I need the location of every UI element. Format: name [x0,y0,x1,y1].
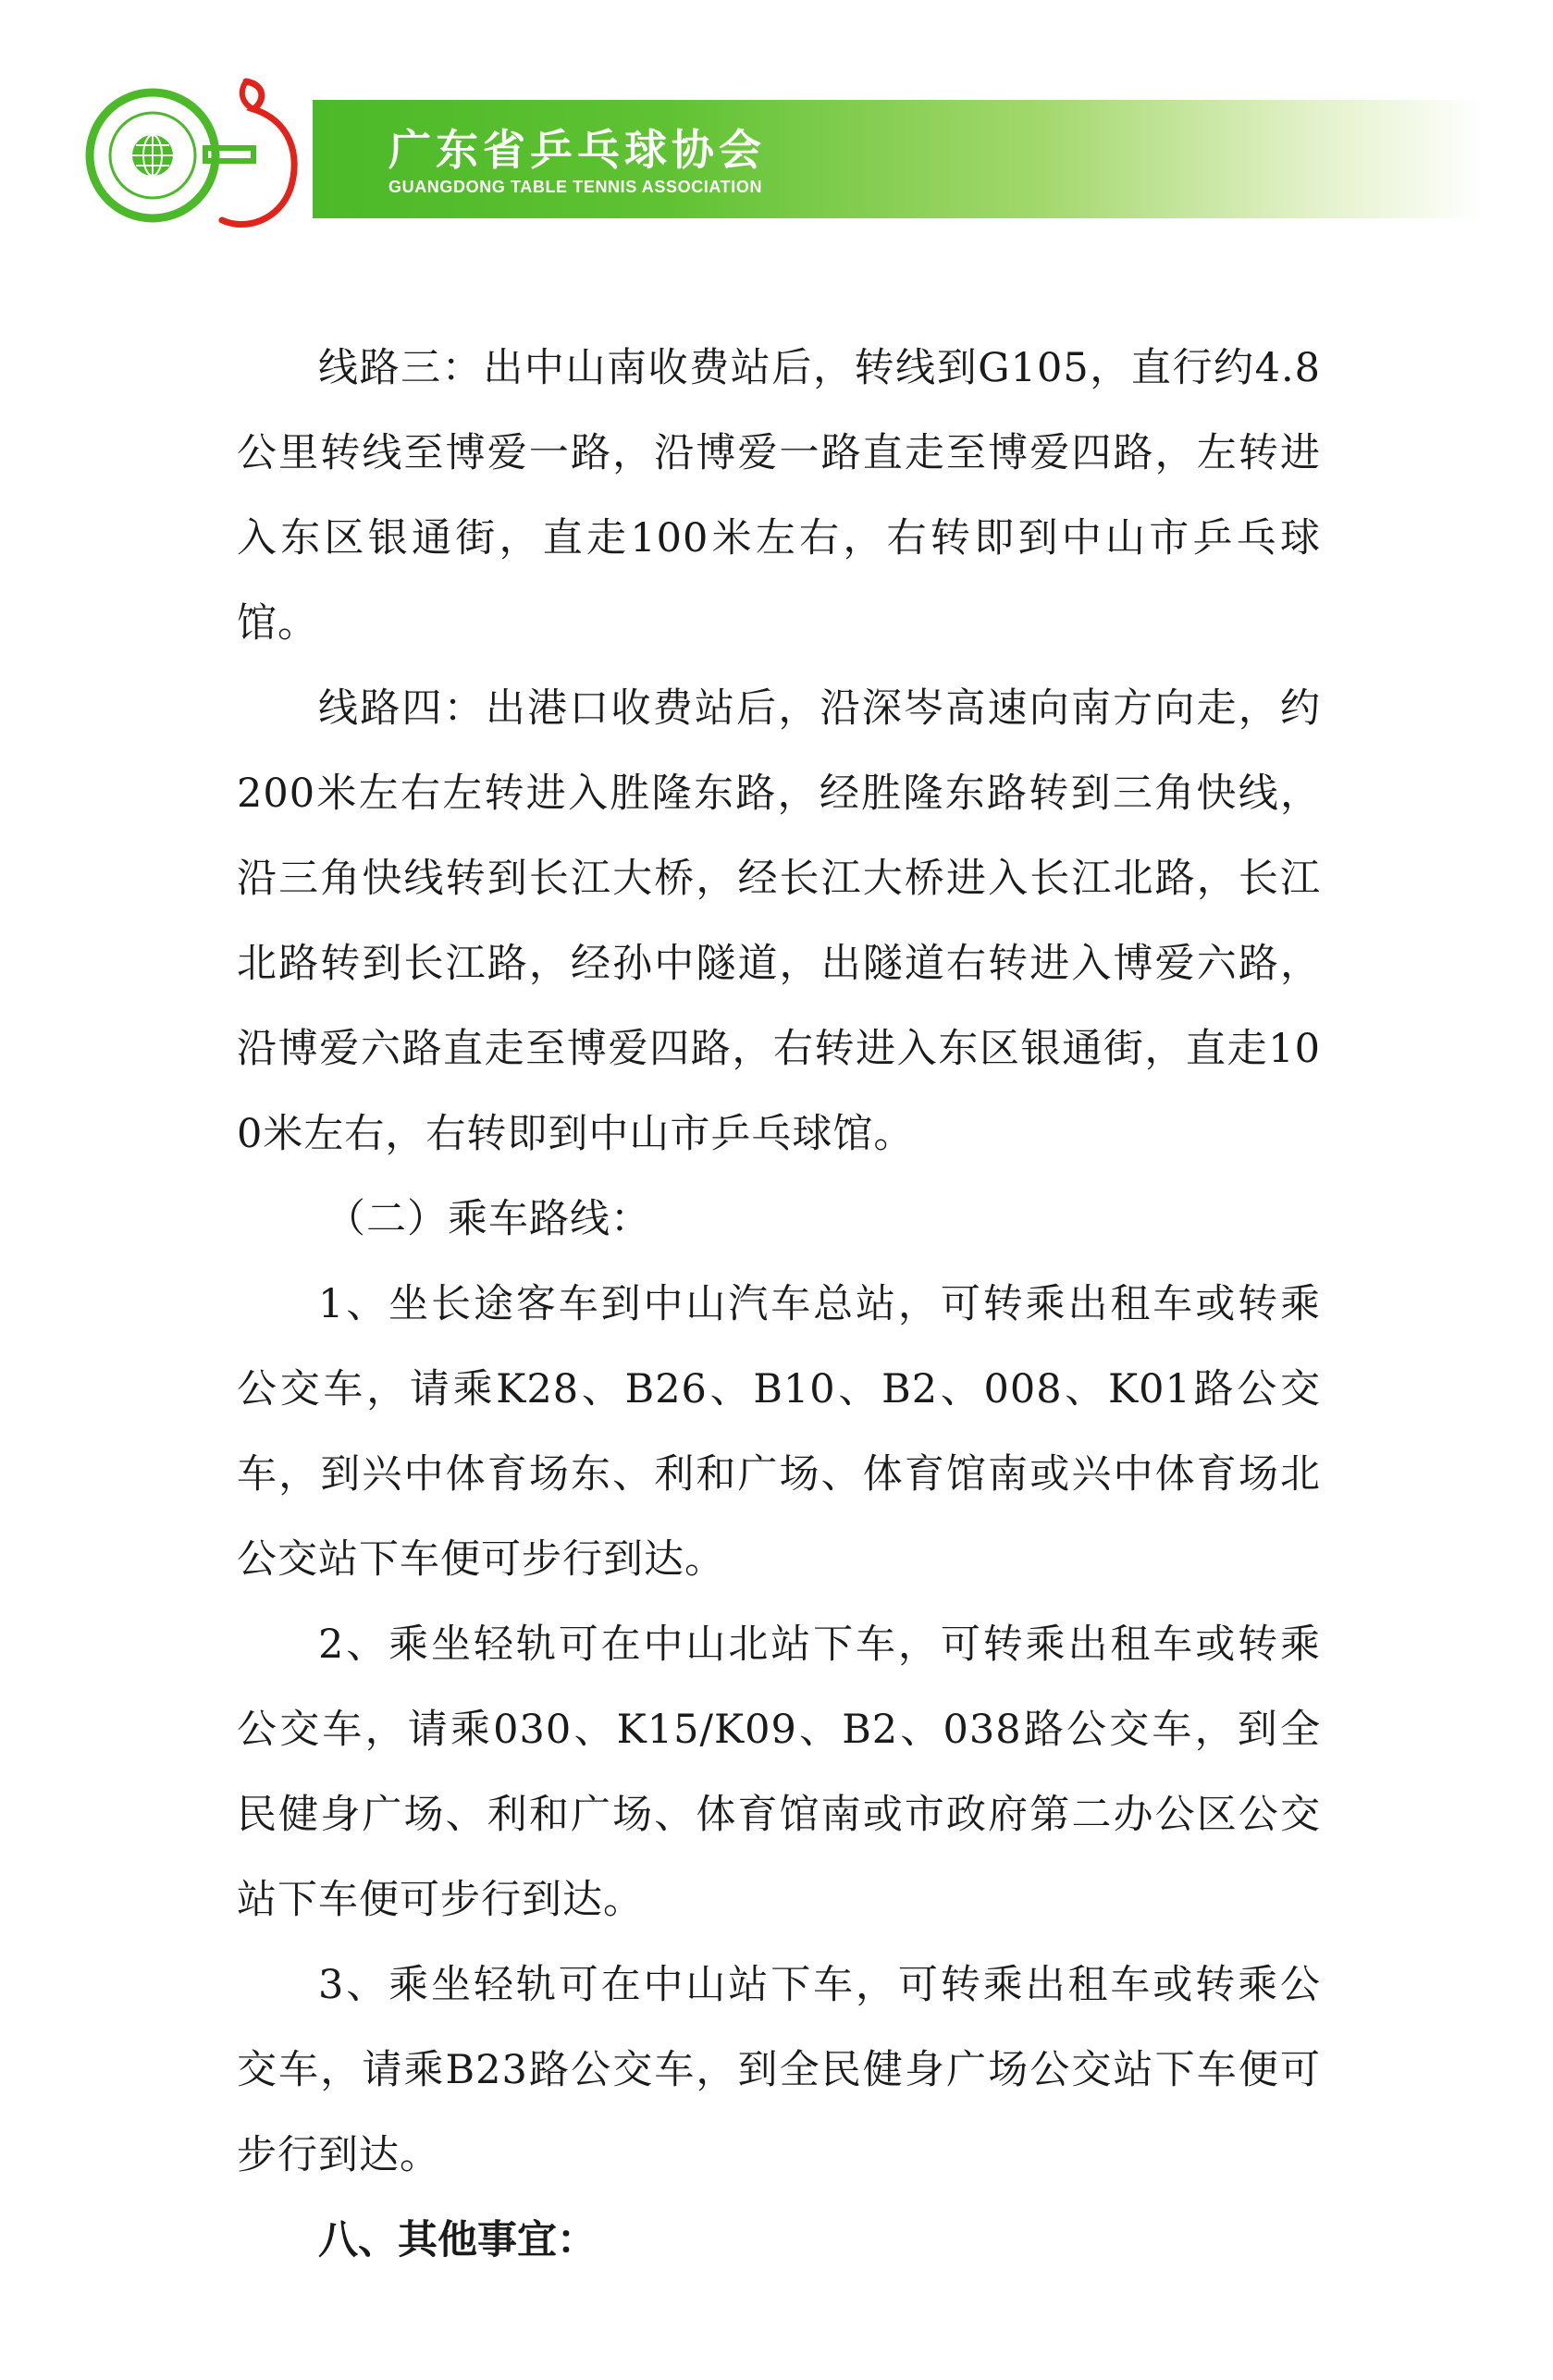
transit-option-1: 1、坐长途客车到中山汽车总站，可转乘出租车或转乘公交车，请乘K28、B26、B10、B2、008、K01路公交车，到兴中体育场东、利和广场、体育馆南或兴中体育场北公交站下车便可步行到达。 [237,1281,1321,1583]
transit-section-title: （二）乘车路线： [326,1196,651,1242]
org-name-cn: 广东省乒乓球协会 [388,125,766,175]
document-body [237,326,1321,2283]
transit-option-2: 2、乘坐轻轨可在中山北站下车，可转乘出租车或转乘公交车，请乘030、K15/K09、B2、038路公交车，到全民健身广场、利和广场、体育馆南或市政府第二办公区公交站下车便可步行到达。 [237,1622,1321,1923]
route-3-paragraph: 线路三：出中山南收费站后，转线到G105，直行约4.8公里转线至博爱一路，沿博爱一路直走至博爱四路，左转进入东区银通街，直走100米左右，右转即到中山市乒乓球馆。 [237,345,1321,647]
page-header [0,0,1553,259]
org-name-en: GUANGDONG TABLE TENNIS ASSOCIATION [388,178,763,196]
transit-option-3: 3、乘坐轻轨可在中山站下车，可转乘出租车或转乘公交车，请乘B23路公交车，到全民健身广场公交站下车便可步行到达。 [237,1962,1321,2178]
route-4-paragraph: 线路四：出港口收费站后，沿深岑高速向南方向走，约200米左右左转进入胜隆东路，经胜隆东路转到三角快线，沿三角快线转到长江大桥，经长江大桥进入长江北路，长江北路转到长江路，经孙中隧道，出隧道右转进入博爱六路，沿博爱六路直走至博爱四路，右转进入东区银通街，直走100米左右，右转即到中山市乒乓球馆。 [237,685,1321,1157]
table-tennis-logo-icon [83,72,324,239]
section-8-heading: 八、其他事宜： [318,2217,597,2263]
